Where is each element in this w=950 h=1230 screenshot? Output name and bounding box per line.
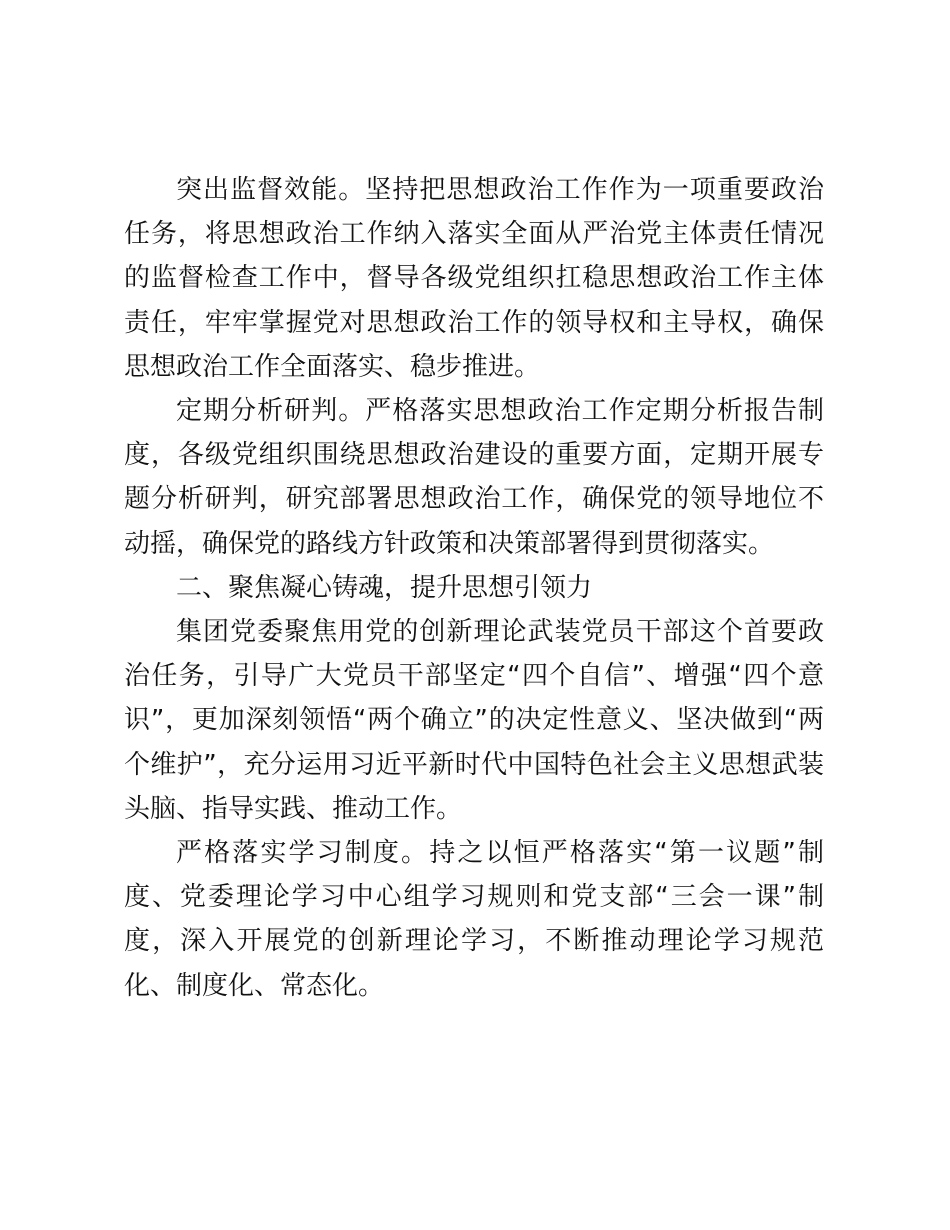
section-heading: 二、聚焦凝心铸魂，提升思想引领力	[176, 572, 593, 603]
paragraph-regular-analysis: 定期分析研判。严格落实思想政治工作定期分析报告制度，各级党组织围绕思想政治建设的重要方面，定期开展专题分析研判，研究部署思想政治工作，确保党的领导地位不动摇，确保党的路线方针政策和决策部署得到贯彻落实。	[124, 396, 824, 559]
paragraph-study-system: 严格落实学习制度。持之以恒严格落实“第一议题”制度、党委理论学习中心组学习规则和党支部“三会一课”制度，深入开展党的创新理论学习，不断推动理论学习规范化、制度化、常态化。	[124, 838, 824, 1001]
paragraph-party-committee: 集团党委聚焦用党的创新理论武装党员干部这个首要政治任务，引导广大党员干部坚定“四个自信”、增强“四个意识”，更加深刻领悟“两个确立”的决定性意义、坚决做到“两个维护”，充分运用习近平新时代中国特色社会主义思想武装头脑、指导实践、推动工作。	[124, 617, 824, 824]
document-page	[124, 168, 824, 1008]
paragraph-supervision: 突出监督效能。坚持把思想政治工作作为一项重要政治任务，将思想政治工作纳入落实全面从严治党主体责任情况的监督检查工作中，督导各级党组织扛稳思想政治工作主体责任，牢牢掌握党对思想政治工作的领导权和主导权，确保思想政治工作全面落实、稳步推进。	[124, 175, 824, 382]
